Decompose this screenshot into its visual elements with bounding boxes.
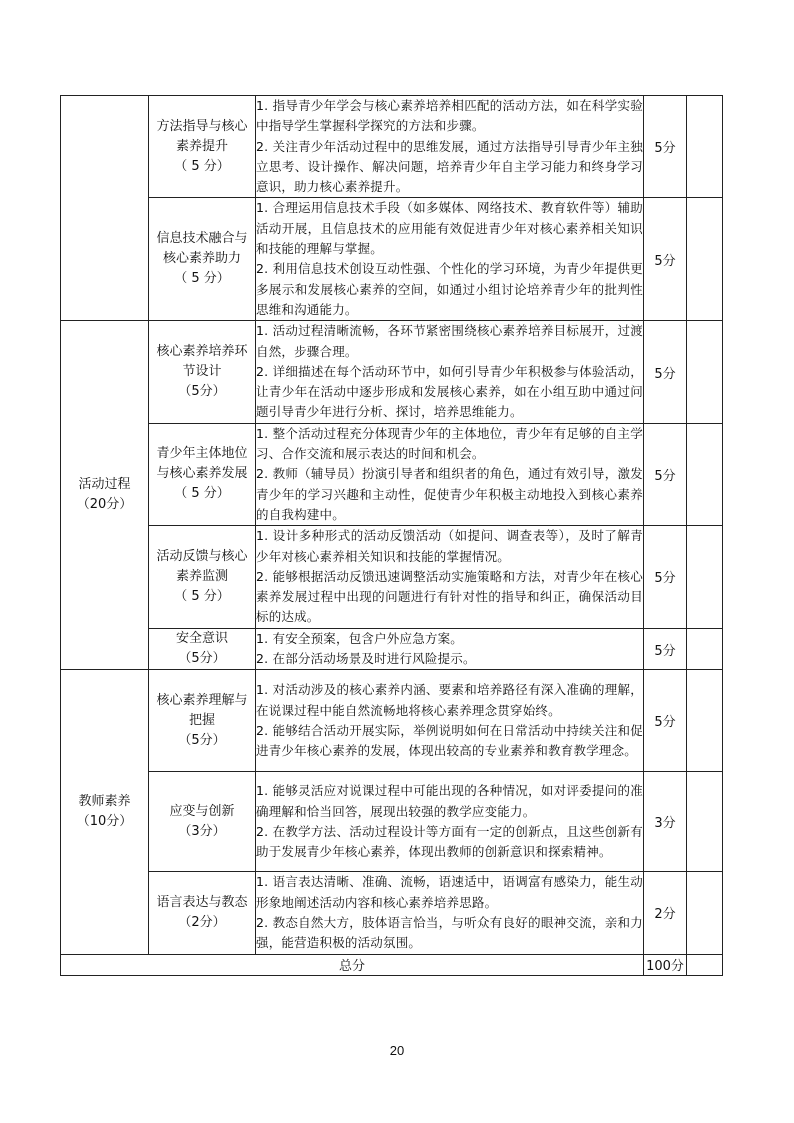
total-row (61, 954, 723, 975)
criterion: 2. 关注青少年活动过程中的思维发展，通过方法指导引导青少年主独立思考、设计操作、解决问题，培养青少年自主学习能力和终身学习意识，助力核心素养提升。 (256, 138, 643, 195)
item-title: 方法指导与核心素养提升 (156, 118, 248, 154)
item-title-cell (149, 96, 256, 198)
item-score: 5分 (644, 96, 687, 198)
blank-score-cell[interactable] (687, 772, 723, 872)
item-title-cell (149, 628, 256, 670)
total-score: 100分 (644, 954, 687, 975)
item-score: 5分 (644, 526, 687, 628)
item-title-cell (149, 872, 256, 954)
item-title: 安全意识 (175, 631, 228, 647)
item-criteria-cell (256, 628, 644, 670)
item-score: 5分 (644, 423, 687, 525)
criterion: 2. 能够结合活动开展实际，举例说明如何在日常活动中持续关注和促进青少年核心素养的发展，体现出较高的专业素养和教育教学理念。 (256, 722, 643, 759)
table-row (61, 321, 723, 423)
item-criteria-cell (256, 96, 644, 198)
item-title-cell (149, 423, 256, 525)
category-label: 教师素养 (78, 793, 131, 809)
item-title: 应变与创新 (169, 803, 235, 819)
category-cell (61, 321, 149, 670)
item-score-paren: （3分） (178, 823, 226, 839)
item-title: 青少年主体地位与核心素养发展 (156, 446, 248, 482)
item-title: 信息技术融合与核心素养助力 (156, 231, 248, 267)
table-row (61, 198, 723, 321)
blank-score-cell[interactable] (687, 628, 723, 670)
blank-score-cell[interactable] (687, 198, 723, 321)
blank-score-cell[interactable] (687, 96, 723, 198)
category-score: （20分） (76, 497, 133, 513)
criterion: 1. 合理运用信息技术手段（如多媒体、网络技术、教育软件等）辅助活动开展，且信息技术的应用能有效促进青少年对核心素养相关知识和技能的理解与掌握。 (256, 200, 643, 257)
total-label: 总分 (61, 954, 644, 975)
item-criteria-cell (256, 772, 644, 872)
criterion: 1. 有安全预案，包含户外应急方案。 (256, 630, 464, 646)
criterion: 1. 语言表达清晰、准确、流畅，语速适中，语调富有感染力，能生动形象地阐述活动内容和核心素养培养思路。 (256, 874, 643, 910)
blank-score-cell[interactable] (687, 526, 723, 628)
item-score-paren: （5分） (178, 732, 226, 748)
table-row (61, 423, 723, 525)
item-title-cell (149, 321, 256, 423)
criterion: 2. 详细描述在每个活动环节中，如何引导青少年积极参与体验活动，让青少年在活动中逐步形成和发展核心素养，如在小组互助中通过问题引导青少年进行分析、探讨，培养思维能力。 (256, 363, 643, 420)
scoring-rubric-table (60, 95, 723, 976)
criterion: 2. 在部分活动场景及时进行风险提示。 (256, 651, 476, 667)
table-row (61, 772, 723, 872)
item-score: 2分 (644, 872, 687, 954)
item-score: 5分 (644, 321, 687, 423)
item-score-paren: （2分） (178, 914, 226, 930)
item-criteria-cell (256, 198, 644, 321)
item-score-paren: （ 5 分） (174, 486, 230, 502)
criterion: 1. 活动过程清晰流畅，各环节紧密围绕核心素养培养目标展开，过渡自然，步骤合理。 (256, 323, 643, 359)
item-criteria-cell (256, 423, 644, 525)
item-score: 5分 (644, 670, 687, 772)
item-score: 5分 (644, 628, 687, 670)
item-score-paren: （ 5 分） (174, 271, 230, 287)
item-score: 3分 (644, 772, 687, 872)
blank-score-cell[interactable] (687, 954, 723, 975)
item-criteria-cell (256, 670, 644, 772)
category-label: 活动过程 (78, 477, 131, 493)
criterion: 2. 教态自然大方，肢体语言恰当，与听众有良好的眼神交流，亲和力强，能营造积极的活动氛围。 (256, 914, 643, 951)
item-title: 活动反馈与核心素养监测 (156, 548, 248, 584)
item-score-paren: （5分） (178, 384, 226, 399)
criterion: 1. 对活动涉及的核心素养内涵、要素和培养路径有深入准确的理解，在说课过程中能自然流畅地将核心素养理念贯穿始终。 (256, 682, 643, 718)
table-row (61, 670, 723, 772)
item-title-cell (149, 198, 256, 321)
criterion: 1. 能够灵活应对说课过程中可能出现的各种情况，如对评委提问的准确理解和恰当回答，展现出较强的教学应变能力。 (256, 783, 643, 819)
item-title-cell (149, 526, 256, 628)
table-row (61, 96, 723, 198)
criterion: 2. 教师（辅导员）扮演引导者和组织者的角色，通过有效引导，激发青少年的学习兴趣和主动性，促使青少年积极主动地投入到核心素养的自我构建中。 (256, 466, 643, 522)
page-number: 20 (389, 1043, 405, 1058)
item-score-paren: （5分） (178, 651, 226, 667)
item-title: 语言表达与教态 (156, 894, 248, 910)
item-criteria-cell (256, 321, 644, 423)
blank-score-cell[interactable] (687, 872, 723, 954)
blank-score-cell[interactable] (687, 670, 723, 772)
item-score: 5分 (644, 198, 687, 321)
category-cell (61, 670, 149, 954)
item-criteria-cell (256, 872, 644, 954)
category-score: （10分） (76, 813, 133, 829)
criterion: 2. 利用信息技术创设互动性强、个性化的学习环境，为青少年提供更多展示和发展核心素养的空间，如通过小组讨论培养青少年的批判性思维和沟通能力。 (256, 261, 643, 317)
table-row (61, 526, 723, 628)
table-row (61, 872, 723, 954)
item-title: 核心素养理解与把握 (156, 692, 248, 728)
criterion: 1. 指导青少年学会与核心素养培养相匹配的活动方法，如在科学实验中指导学生掌握科学探究的方法和步骤。 (256, 98, 643, 134)
criterion: 1. 设计多种形式的活动反馈活动（如提问、调查表等），及时了解青少年对核心素养相关知识和技能的掌握情况。 (256, 528, 643, 564)
item-score-paren: （ 5 分） (174, 158, 230, 174)
criterion: 1. 整个活动过程充分体现青少年的主体地位，青少年有足够的自主学习、合作交流和展示表达的时间和机会。 (256, 425, 643, 462)
item-title-cell (149, 670, 256, 772)
blank-score-cell[interactable] (687, 423, 723, 525)
item-score-paren: （ 5 分） (174, 588, 230, 604)
blank-score-cell[interactable] (687, 321, 723, 423)
category-cell (61, 96, 149, 321)
criterion: 2. 能够根据活动反馈迅速调整活动实施策略和方法，对青少年在核心素养发展过程中出现的问题进行有针对性的指导和纠正，确保活动目标的达成。 (256, 568, 643, 625)
table-row (61, 628, 723, 670)
item-title-cell (149, 772, 256, 872)
item-title: 核心素养培养环节设计 (156, 344, 248, 379)
item-criteria-cell (256, 526, 644, 628)
criterion: 2. 在教学方法、活动过程设计等方面有一定的创新点，且这些创新有助于发展青少年核心素养，体现出教师的创新意识和探索精神。 (256, 823, 643, 860)
